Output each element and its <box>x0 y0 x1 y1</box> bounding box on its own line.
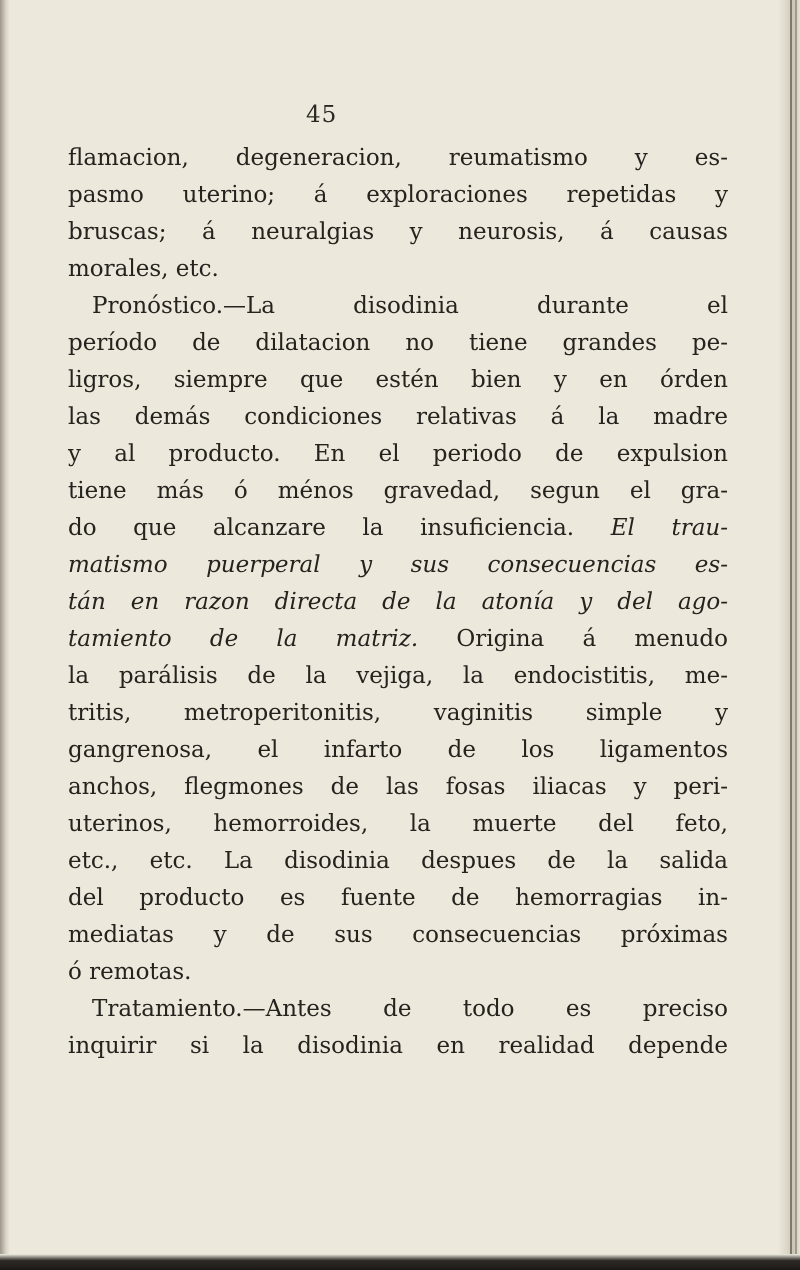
left-scan-edge <box>0 0 10 1270</box>
text-line: del producto es fuente de hemorragias in- <box>68 885 728 911</box>
text-line: etc., etc. La disodinia despues de la salida <box>68 848 728 874</box>
text-line: pasmo uterino; á exploraciones repetidas y <box>68 182 728 208</box>
text-line: morales, etc. <box>68 256 219 282</box>
text-line: las demás condiciones relativas á la madre <box>68 404 728 430</box>
text-line: Tratamiento.—Antes de todo es preciso <box>92 996 728 1022</box>
text-line: inquirir si la disodinia en realidad depende <box>68 1033 728 1059</box>
bottom-scan-edge <box>0 1254 800 1270</box>
text-line: tritis, metroperitonitis, vaginitis simple y <box>68 700 728 726</box>
text-line: la parálisis de la vejiga, la endocistitis, me- <box>68 663 728 689</box>
text-line: flamacion, degeneracion, reumatismo y es- <box>68 145 728 171</box>
body-text <box>68 140 728 1065</box>
text-line: uterinos, hemorroides, la muerte del feto, <box>68 811 728 837</box>
page-number: 45 <box>306 102 338 128</box>
text-line: período de dilatacion no tiene grandes pe- <box>68 330 728 356</box>
text-line: tamiento de la matriz. Origina á menudo <box>68 626 728 652</box>
right-edge-line <box>790 0 792 1270</box>
text-line: matismo puerperal y sus consecuencias es- <box>68 552 728 578</box>
text-line: anchos, flegmones de las fosas iliacas y peri- <box>68 774 728 800</box>
text-line: y al producto. En el periodo de expulsion <box>68 441 728 467</box>
text-line: ligros, siempre que estén bien y en órden <box>68 367 728 393</box>
text-line: bruscas; á neuralgias y neurosis, á causas <box>68 219 728 245</box>
text-line: do que alcanzare la insuficiencia. El trau- <box>68 515 728 541</box>
text-line: ó remotas. <box>68 959 192 985</box>
text-line: tiene más ó ménos gravedad, segun el gra- <box>68 478 728 504</box>
text-line: gangrenosa, el infarto de los ligamentos <box>68 737 728 763</box>
text-line: mediatas y de sus consecuencias próximas <box>68 922 728 948</box>
text-line: tán en razon directa de la atonía y del ago- <box>68 589 728 615</box>
right-edge-line <box>795 0 797 1270</box>
text-line: Pronóstico.—La disodinia durante el <box>92 293 728 319</box>
